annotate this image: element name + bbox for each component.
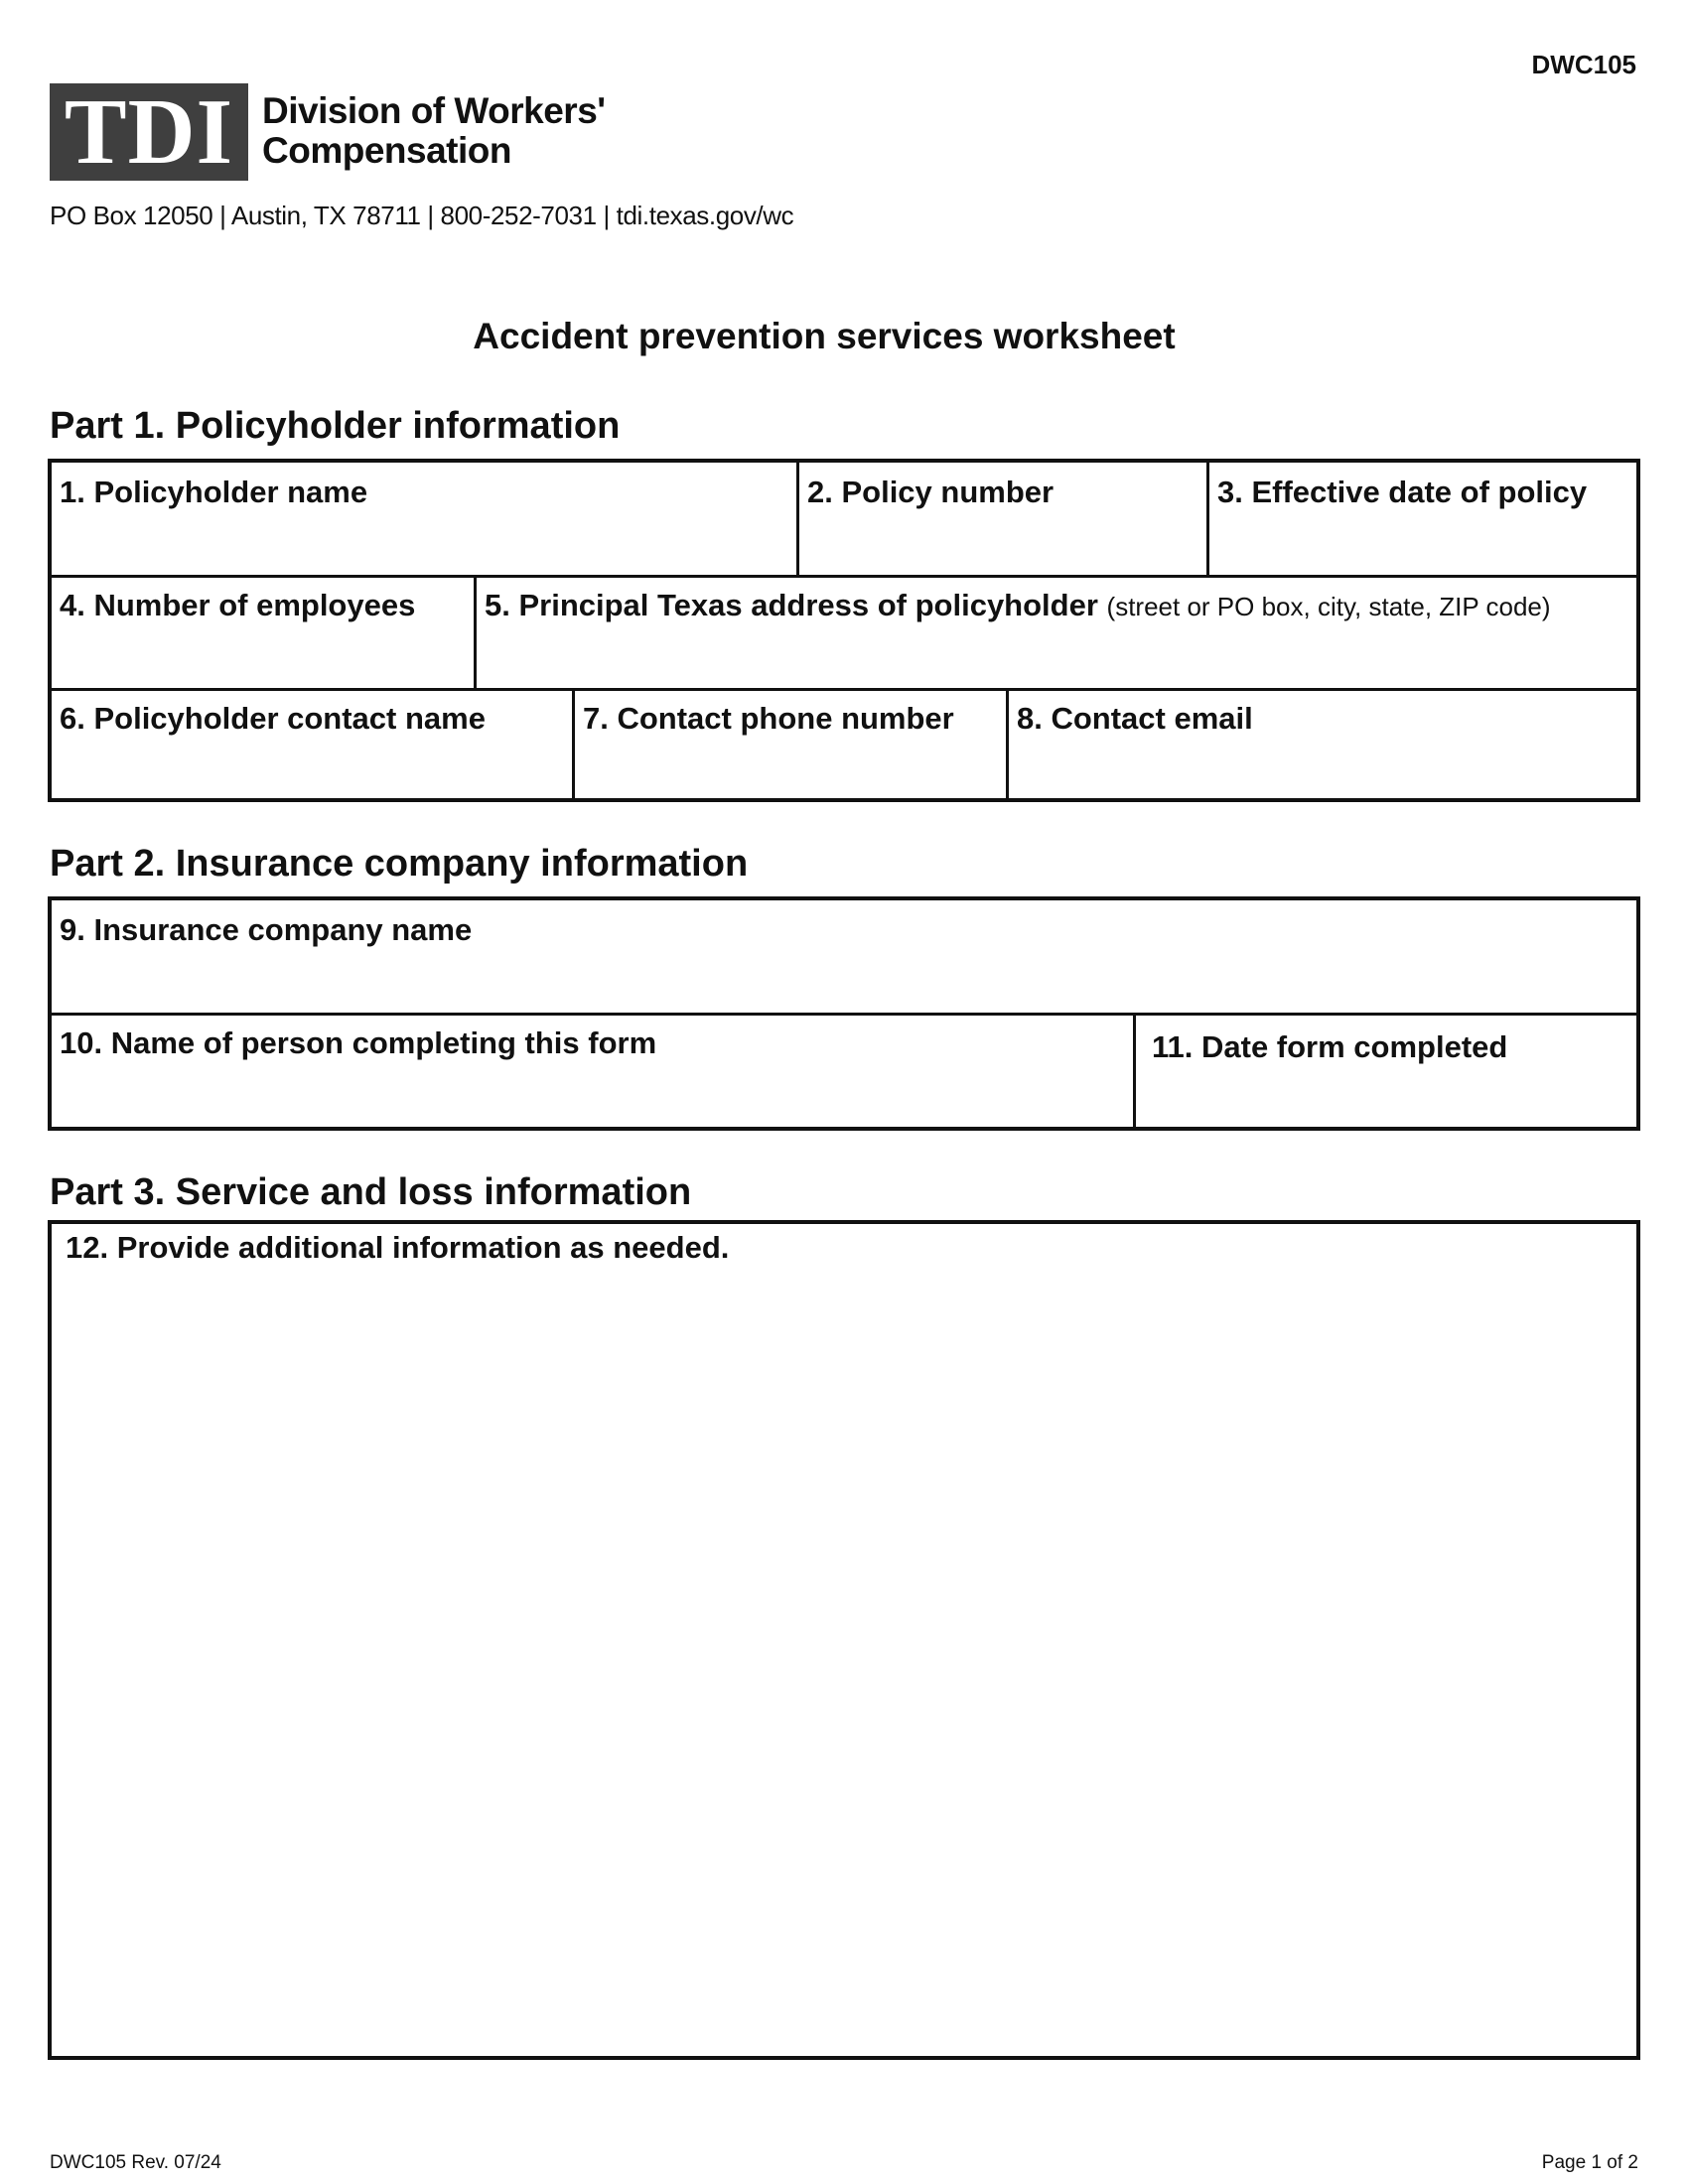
- page-number: Page 1 of 2: [1541, 2152, 1638, 2173]
- date-completed-field[interactable]: [1136, 1014, 1636, 1127]
- part3-box: [48, 1220, 1640, 2060]
- policyholder-name-field[interactable]: [52, 463, 796, 575]
- contact-phone-field[interactable]: [575, 689, 1006, 802]
- agency-name: [262, 91, 606, 171]
- number-of-employees-field[interactable]: [52, 576, 474, 688]
- number-of-employees-label: 4. Number of employees: [60, 588, 416, 622]
- part2-table: [48, 896, 1640, 1131]
- agency-name-line1: Division of Workers': [262, 90, 606, 131]
- contact-email-field[interactable]: [1009, 689, 1636, 802]
- additional-information-label: 12. Provide additional information as needed.: [66, 1230, 730, 1265]
- contact-phone-label: 7. Contact phone number: [583, 701, 954, 736]
- form-revision: DWC105 Rev. 07/24: [50, 2152, 221, 2173]
- policy-number-field[interactable]: [799, 463, 1206, 575]
- document-title: Accident prevention services worksheet: [473, 316, 1176, 356]
- effective-date-field[interactable]: [1209, 463, 1636, 575]
- principal-address-note: (street or PO box, city, state, ZIP code): [1106, 592, 1551, 621]
- tdi-logo: TDI: [50, 83, 248, 181]
- insurance-company-name-label: 9. Insurance company name: [60, 912, 473, 947]
- principal-address-label: 5. Principal Texas address of policyholder: [485, 588, 1098, 622]
- part1-heading: Part 1. Policyholder information: [50, 405, 621, 447]
- contact-name-field[interactable]: [52, 689, 572, 802]
- effective-date-label: 3. Effective date of policy: [1217, 475, 1588, 509]
- part2-heading: Part 2. Insurance company information: [50, 843, 749, 885]
- insurance-company-name-field[interactable]: [52, 900, 1636, 1013]
- completed-by-label: 10. Name of person completing this form: [60, 1025, 657, 1060]
- part3-heading: Part 3. Service and loss information: [50, 1171, 692, 1213]
- agency-name-line2: Compensation: [262, 130, 511, 171]
- date-completed-label: 11. Date form completed: [1152, 1029, 1508, 1064]
- contact-name-label: 6. Policyholder contact name: [60, 701, 486, 736]
- policyholder-name-label: 1. Policyholder name: [60, 475, 368, 509]
- policy-number-label: 2. Policy number: [807, 475, 1055, 509]
- additional-information-field[interactable]: [52, 1224, 1636, 2056]
- completed-by-field[interactable]: [52, 1014, 1133, 1127]
- principal-address-field[interactable]: [477, 576, 1636, 688]
- agency-address: PO Box 12050 | Austin, TX 78711 | 800-252-7031 | tdi.texas.gov/wc: [50, 201, 794, 230]
- part1-table: [48, 459, 1640, 802]
- form-code: DWC105: [1531, 50, 1636, 79]
- contact-email-label: 8. Contact email: [1017, 701, 1253, 736]
